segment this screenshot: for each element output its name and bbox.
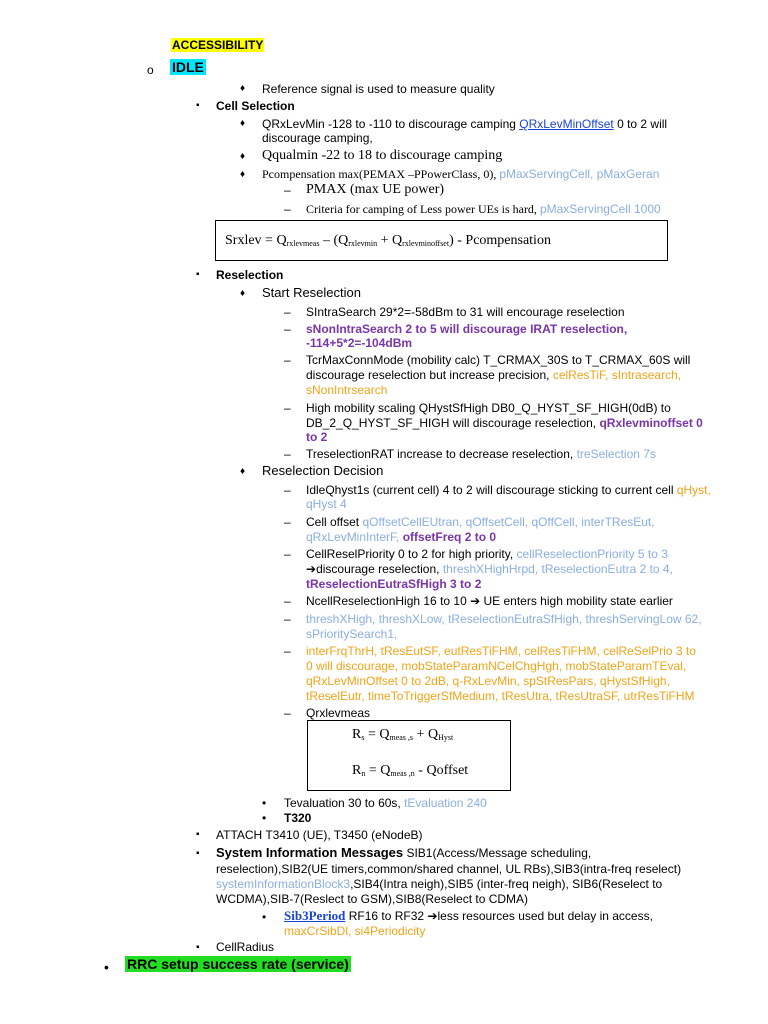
- tcrmax-text-cont2: sNonIntrsearch: [306, 383, 388, 397]
- dash-bullet: –: [284, 353, 291, 367]
- sim-text-cont3: WCDMA),SIB-7(Reslect to GSM),SIB8(Reselect to CDMA): [216, 892, 529, 906]
- high-mobility-text-cont: DB_2_Q_HYST_SF_HIGH will discourage reselection, qRxlevminoffset 0: [306, 416, 703, 430]
- high-mobility-text: High mobility scaling QHystSfHigh DB0_Q_HYST_SF_HIGH(0dB) to: [306, 401, 671, 415]
- qrxlevmeas-text: Qrxlevmeas: [306, 706, 371, 720]
- qqualmin-text: Qqualmin -22 to 18 to discourage camping: [262, 148, 503, 163]
- interfrqthrh-text: interFrqThrH, tResEutSF, eutResTiFHM, celResTiFHM, celReSelPrio 3 to: [306, 644, 696, 658]
- threshxhigh-text-cont: sPrioritySearch1,: [306, 627, 398, 641]
- srxlev-formula: Srxlev = $Q_{rxlevmeas} - (Q_{rxlevmin} + Q_{rxlevminoffset})$ - Pcompensation: [225, 233, 551, 248]
- diamond-bullet: ♦: [240, 288, 246, 299]
- qrxlevmin-text-cont: discourage camping,: [262, 131, 373, 145]
- dot-bullet: •: [262, 796, 267, 810]
- sintrasearch-text: SIntraSearch 29*2=-58dBm to 31 will encourage reselection: [306, 305, 625, 319]
- cell-offset-text-cont: qRxLevMinInterF, offsetFreq 2 to 0: [306, 530, 497, 544]
- cellradius-text: CellRadius: [216, 940, 275, 954]
- attach-text: ATTACH T3410 (UE), T3450 (eNodeB): [216, 828, 423, 842]
- dash-bullet: –: [284, 401, 291, 415]
- ref-signal-text: Reference signal is used to measure quality: [262, 82, 495, 96]
- arrow-icon: ➔: [427, 909, 438, 923]
- reselection-decision: Reselection Decision: [262, 463, 384, 478]
- diamond-bullet: ♦: [240, 83, 246, 94]
- rrc-heading: RRC setup success rate (service): [127, 956, 349, 972]
- diamond-bullet: ♦: [240, 169, 246, 180]
- cell-offset-text: Cell offset qOffsetCellEUtran, qOffsetCell, qOffCell, interTResEut,: [306, 515, 655, 529]
- qrxlevminoffset-link[interactable]: QRxLevMinOffset: [519, 117, 614, 131]
- dot-bullet: •: [262, 910, 267, 924]
- snonintrasearch-text-cont: -114+5*2=-104dBm: [306, 336, 413, 350]
- circle-bullet: o: [147, 63, 154, 77]
- arrow-icon: ➔: [470, 594, 481, 608]
- dot-bullet: •: [262, 811, 267, 825]
- treselectionrat-text: TreselectionRAT increase to decrease reselection, treSelection 7s: [306, 447, 656, 461]
- dash-bullet: –: [284, 447, 291, 461]
- dash-bullet: –: [284, 483, 291, 497]
- diamond-bullet: ♦: [240, 466, 246, 477]
- rs-formula: $R_s = Q_{meas ,s} + Q_{Hyst}$: [352, 727, 454, 742]
- pmax-text: PMAX (max UE power): [306, 182, 445, 197]
- dash-bullet: –: [284, 322, 291, 336]
- sim-text-cont: reselection),SIB2(UE timers,common/shared channel, UL RBs),SIB3(intra-freq reselect): [216, 862, 682, 876]
- dash-bullet: –: [284, 644, 291, 658]
- idleqhyst-text: IdleQhyst1s (current cell) 4 to 2 will discourage sticking to current cell qHyst,: [306, 483, 711, 497]
- sib3period-text-cont: maxCrSibDl, si4Periodicity: [284, 924, 426, 938]
- diamond-bullet: ♦: [240, 118, 246, 129]
- threshxhigh-text: threshXHigh, threshXLow, tReselectionEutraSfHigh, threshServingLow 62,: [306, 612, 702, 626]
- interfrqthrh-text-cont2: qRxLevMinOffset 0 to 2dB, q-RxLevMin, spStResPars, qHystSfHigh,: [306, 674, 670, 688]
- idleqhyst-text-cont: qHyst 4: [306, 497, 347, 511]
- interfrqthrh-text-cont: 0 will discourage, mobStateParamNCelChgHgh, mobStateParamTEval,: [306, 659, 687, 673]
- square-bullet: ▪: [196, 848, 200, 859]
- dash-bullet: –: [284, 612, 291, 626]
- tcrmax-text-cont: discourage reselection but increase precision, celResTiF, sIntrasearch,: [306, 368, 682, 382]
- sim-text: System Information Messages SIB1(Access/Message scheduling,: [216, 845, 592, 860]
- dash-bullet: –: [284, 202, 291, 216]
- dash-bullet: –: [284, 515, 291, 529]
- sib3period-link[interactable]: Sib3Period: [284, 908, 346, 923]
- dash-bullet: –: [284, 305, 291, 319]
- sim-text-cont2: systemInformationBlock3,SIB4(Intra neigh),SIB5 (inter-freq neigh), SIB6(Reselect to: [216, 877, 663, 891]
- diamond-bullet: ♦: [240, 151, 246, 162]
- start-reselection: Start Reselection: [262, 285, 361, 300]
- square-bullet: ▪: [196, 829, 200, 840]
- pcompensation-text: Pcompensation max(PEMAX –PPowerClass, 0), pMaxServingCell, pMaxGeran: [262, 167, 660, 181]
- t320-text: T320: [284, 811, 312, 825]
- idle-heading: IDLE: [172, 59, 204, 75]
- dash-bullet: –: [284, 547, 291, 561]
- accessibility-heading: ACCESSIBILITY: [172, 38, 264, 52]
- cellreselpriority-text-cont: ➔discourage reselection, threshXHighHrpd, tReselectionEutra 2 to 4,: [306, 562, 673, 576]
- dash-bullet: –: [284, 706, 291, 720]
- snonintrasearch-text: sNonIntraSearch 2 to 5 will discourage IRAT reselection,: [306, 322, 628, 336]
- tevaluation-text: Tevaluation 30 to 60s, tEvaluation 240: [284, 796, 487, 810]
- square-bullet: ▪: [196, 942, 200, 953]
- cellreselpriority-text: CellReselPriority 0 to 2 for high priority, cellReselectionPriority 5 to 3: [306, 547, 668, 561]
- ncellreselection-text: NcellReselectionHigh 16 to 10 ➔ UE enters high mobility state earlier: [306, 594, 673, 608]
- tcrmax-text: TcrMaxConnMode (mobility calc) T_CRMAX_30S to T_CRMAX_60S will: [306, 353, 691, 367]
- reselection-title: Reselection: [216, 268, 284, 282]
- high-mobility-text-cont2: to 2: [306, 430, 328, 444]
- cellreselpriority-text-cont2: tReselectionEutraSfHigh 3 to 2: [306, 577, 482, 591]
- qrxlevmin-text: QRxLevMin -128 to -110 to discourage camping QRxLevMinOffset 0 to 2 will: [262, 117, 668, 131]
- criteria-text: Criteria for camping of Less power UEs is hard, pMaxServingCell 1000: [306, 202, 661, 216]
- dash-bullet: –: [284, 183, 291, 197]
- dash-bullet: –: [284, 594, 291, 608]
- rn-formula: $R_n = Q_{meas ,n}$ - Qoffset: [352, 763, 469, 778]
- sib3period-text: Sib3Period RF16 to RF32 ➔less resources used but delay in access,: [284, 908, 653, 923]
- dot-bullet: •: [104, 959, 109, 975]
- interfrqthrh-text-cont3: tReselEutr, timeToTriggerSfMedium, tResUtra, tResUtraSF, utrResTiFHM: [306, 689, 695, 703]
- square-bullet: ▪: [196, 100, 200, 111]
- arrow-icon: ➔: [306, 562, 317, 576]
- cell-selection-title: Cell Selection: [216, 99, 295, 113]
- square-bullet: ▪: [196, 269, 200, 280]
